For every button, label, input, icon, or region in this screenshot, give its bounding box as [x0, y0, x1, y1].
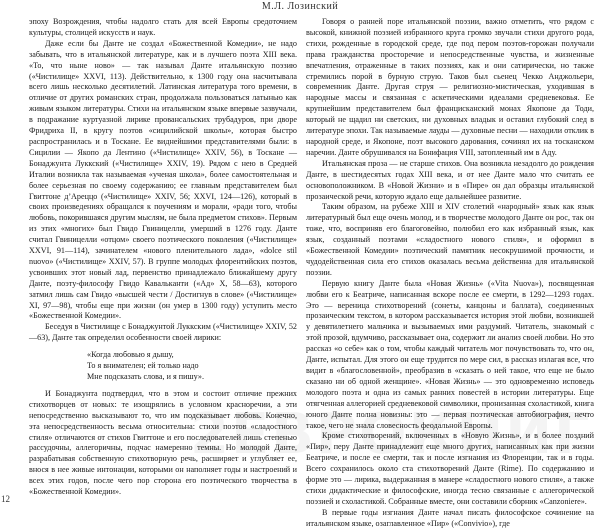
verse-quote [87, 350, 297, 383]
paragraph: Кроме стихотворений, включенных в «Новую Жизнь», и в более поздний «Пир», перу Данте принадлежит еще много других, написанных как при жизни Беатриче, и после ее смерти, так и после изгнания из Флоренции, так и в годы. Всего сохранилось около ста стихотворений Данте (Rime). По содержанию и форме это — лирика, выдержанная в манере «сладостного нового стиля», а также стихи дидактические и философские, иногда тесно связанные с аллегорической поэзией и схоластикой. Собранные вместе, они составили сборник «Canzoniere». [306, 431, 594, 506]
running-header-author: М.Л. Лозинский [261, 1, 339, 12]
paragraph: И Бонаджунта подтвердил, что в этом и состоит отличие прежних стихотворцев от новых: те изощрялись в условном красноречии, а эти непосредственно высказывают то, что им подсказывает любовь. Конечно, эта непосредственность весьма относительна: стихи поэтов «сладостного стиля» отличаются от стихов Гвиттоне и его последователей лишь степенью рассудочны, аллегоричны, подчас намеренно темны. Но молодой Данте, разрабатывая собственную стихотворную речь, расширяет и углубляет ее, внося в нее живые интонации, которыми он наполняет годы и настроений и всех этих годов, после чего пор сторона его поэтического творчества в «Божественной Комедии». [29, 388, 297, 497]
verse-line: «Когда любовью я дышу, [87, 350, 174, 360]
paragraph: Беседуя в Чистилище с Бонаджунтой Луккским («Чистилище» XXIV, 52—63), Данте так определил особенности своей лирики: [29, 322, 297, 343]
left-text-column [29, 17, 297, 498]
page-number: 12 [1, 494, 10, 504]
paragraph: Даже если бы Данте не создал «Божественной Комедии», не надо забывать, что в итальянской литературе, как и в лучшего поэта XIII века. «То, что ныне ново» — так называл Данте итальянскую поэзию («Чистилище» XXVI, 113). Действительно, к 1300 году она насчитывала всего лишь несколько десятилетий. Латинская литература того времени, в отличие от других романских стран, продолжала пользоваться латынью как живым языком литературы. Стихи на итальянском языке впервые зазвучали, в подражание куртуазной лирике провансальских трубадуров, при дворе Фридриха II, в кругу поэтов «сицилийской школы», которая быстро распространилась и в Тоскане. Ее виднейшими представителями были: в Сицилии — Якопо да Лентино («Чистилище» XXIV, 56), в Тоскане — Бонаджунта Луккский («Чистилище» XXIV, 19). Рядом с нею в Средней Италии возникла так называемая «ученая школа», более самостоятельная и более серьезная по своему содержанию; ее главным представителем был Гвиттоне д’Ареццо («Чистилище» XXIV, 56; XXVI, 124—126), который в своих произведениях обращался к поучениям и морали, «ради того, чтобы любовь, покорившаяся другим мыслям, не была предметом стихов». Первым из этих «многих» был Гвидо Гвиницелли, умерший в 1276 году. Данте считал Гвиницелли «отцом» своего поэтического поколения («Чистилище» XXVI, 91—114), зачинателем «нового пленительного лада», «dolce stil nuovo» («Чистилище» XXIV, 57). В группе молодых флорентийских поэтов, усвоивших этот новый лад, первенство принадлежало ближайшему другу Данте, поэту-философу Гвидо Кавальканти («Ад» X, 58—63), которого затмил лишь сам Гвидо «высшей чести / Достигнув в слове» («Чистилище» XI, 97—98), чтобы еще при жизни (он умер в 1300 году) уступить место «Божественной Комедии». [29, 38, 297, 321]
verse-line: Мне подсказать слова, и я пишу». [87, 372, 205, 381]
verse-line: То я внимателен; ей только надо [87, 361, 199, 371]
paragraph: эпоху Возрождения, чтобы надолго стать для всей Европы средоточием культуры, столицей искусств и наук. [29, 17, 297, 37]
paragraph: Первую книгу Данте была «Новая Жизнь» («Vita Nuova»), посвященная любви его к Беатриче, написанная вскоре после ее смерти, в 1292—1293 годах. Это — вереница стихотворений (сонеты, канцоны и баллата), соединенных прозаическим текстом, в котором рассказывается история этой любви, возникшей у девятилетнего мальчика и вызываемых ими раздумий. Читатель, знакомый с этой прозой, вдумчиво, рассказывает она, содержит ли анализ своей любви. Но это рассказ «о себе» как о том, чтобы каждый читатель мог почувствовать то, что он, Данте, испытал. Для этого он еще трудится по мере сил, в рассказ излагая все, что видит в «благословенной», преобразив в «сказать о ней такое, что еще не было сказано ни об одной женщине». «Новая Жизнь» — это одновременно исповедь молодого поэта и одна из самых ранних повестей в истории литературы. Еще отягченная аллегорией средневековой символики, пронизанная схоластикой, книга юного Данте полна новизны: это — первая поэтическая автобиография, нечто такое, чего не знала словесность феодальной Европы. [306, 278, 594, 430]
right-text-column [306, 17, 594, 530]
paragraph: В первые годы изгнания Данте начал писать философское сочинение на итальянском языке, озаглавленное «Пир» («Convivio»), где [306, 507, 594, 528]
paragraph: Говоря о ранней поре итальянской поэзии, важно отметить, что рядом с высокой, книжной поэзией избранного круга громко звучали стихи другого рода, стихи, рожденные в городской среде, где под пером поэтов-горожан получали права гражданства просторечие и непосредственные чувства, и жизненные впечатления, отраженные в таких поэзиях, как и они сатирически, но также стремились порой в бурную струю. Таков был сьенец Чекко Анджольери, современник Данте. Другая струя — религиозно-мистическая, уходившая в народные массы и связанная с аскетическими идеалами средневековья. Ее крупнейшим представителем был францисканский монах Якопоне да Тоди, который не щадил ни светских, ни духовных владык и оставил глубокий след в литературе эпохи. Так называемые лауды — духовные песни — находили отклик в народной среде, и Якопоне, поэт высокого дарования, сочинял их на тосканском наречии. Данте обрушивался на Бонифация VIII, затопленный им в Аду. [306, 17, 594, 157]
paragraph: Таким образом, на рубеже XIII и XIV столетий «народный» язык как язык литературный был еще очень молод, и в творчестве молодого Данте он рос, так он тоже, что, восприняв его благоговейно, полюбил его как избранный язык, как язык, созданный поэтами «сладостного нового стиля», и оформил в «Божественной Комедии» поэтический памятник несокрушимой прочности, и чудодейственная сила его стихов оказалась весьма действенна для итальянской поэзии. [306, 202, 594, 277]
paragraph: Итальянская проза — не старше стихов. Она возникла незадолго до рождения Данте, в шестидесятых годах XIII века, и от нее Данте мало что считать ее основоположником. В «Новой Жизни» и в «Пире» он дал образцы итальянской прозаической речи, которую ждало еще дальнейшее развитие. [306, 158, 594, 201]
running-header [0, 1, 600, 13]
